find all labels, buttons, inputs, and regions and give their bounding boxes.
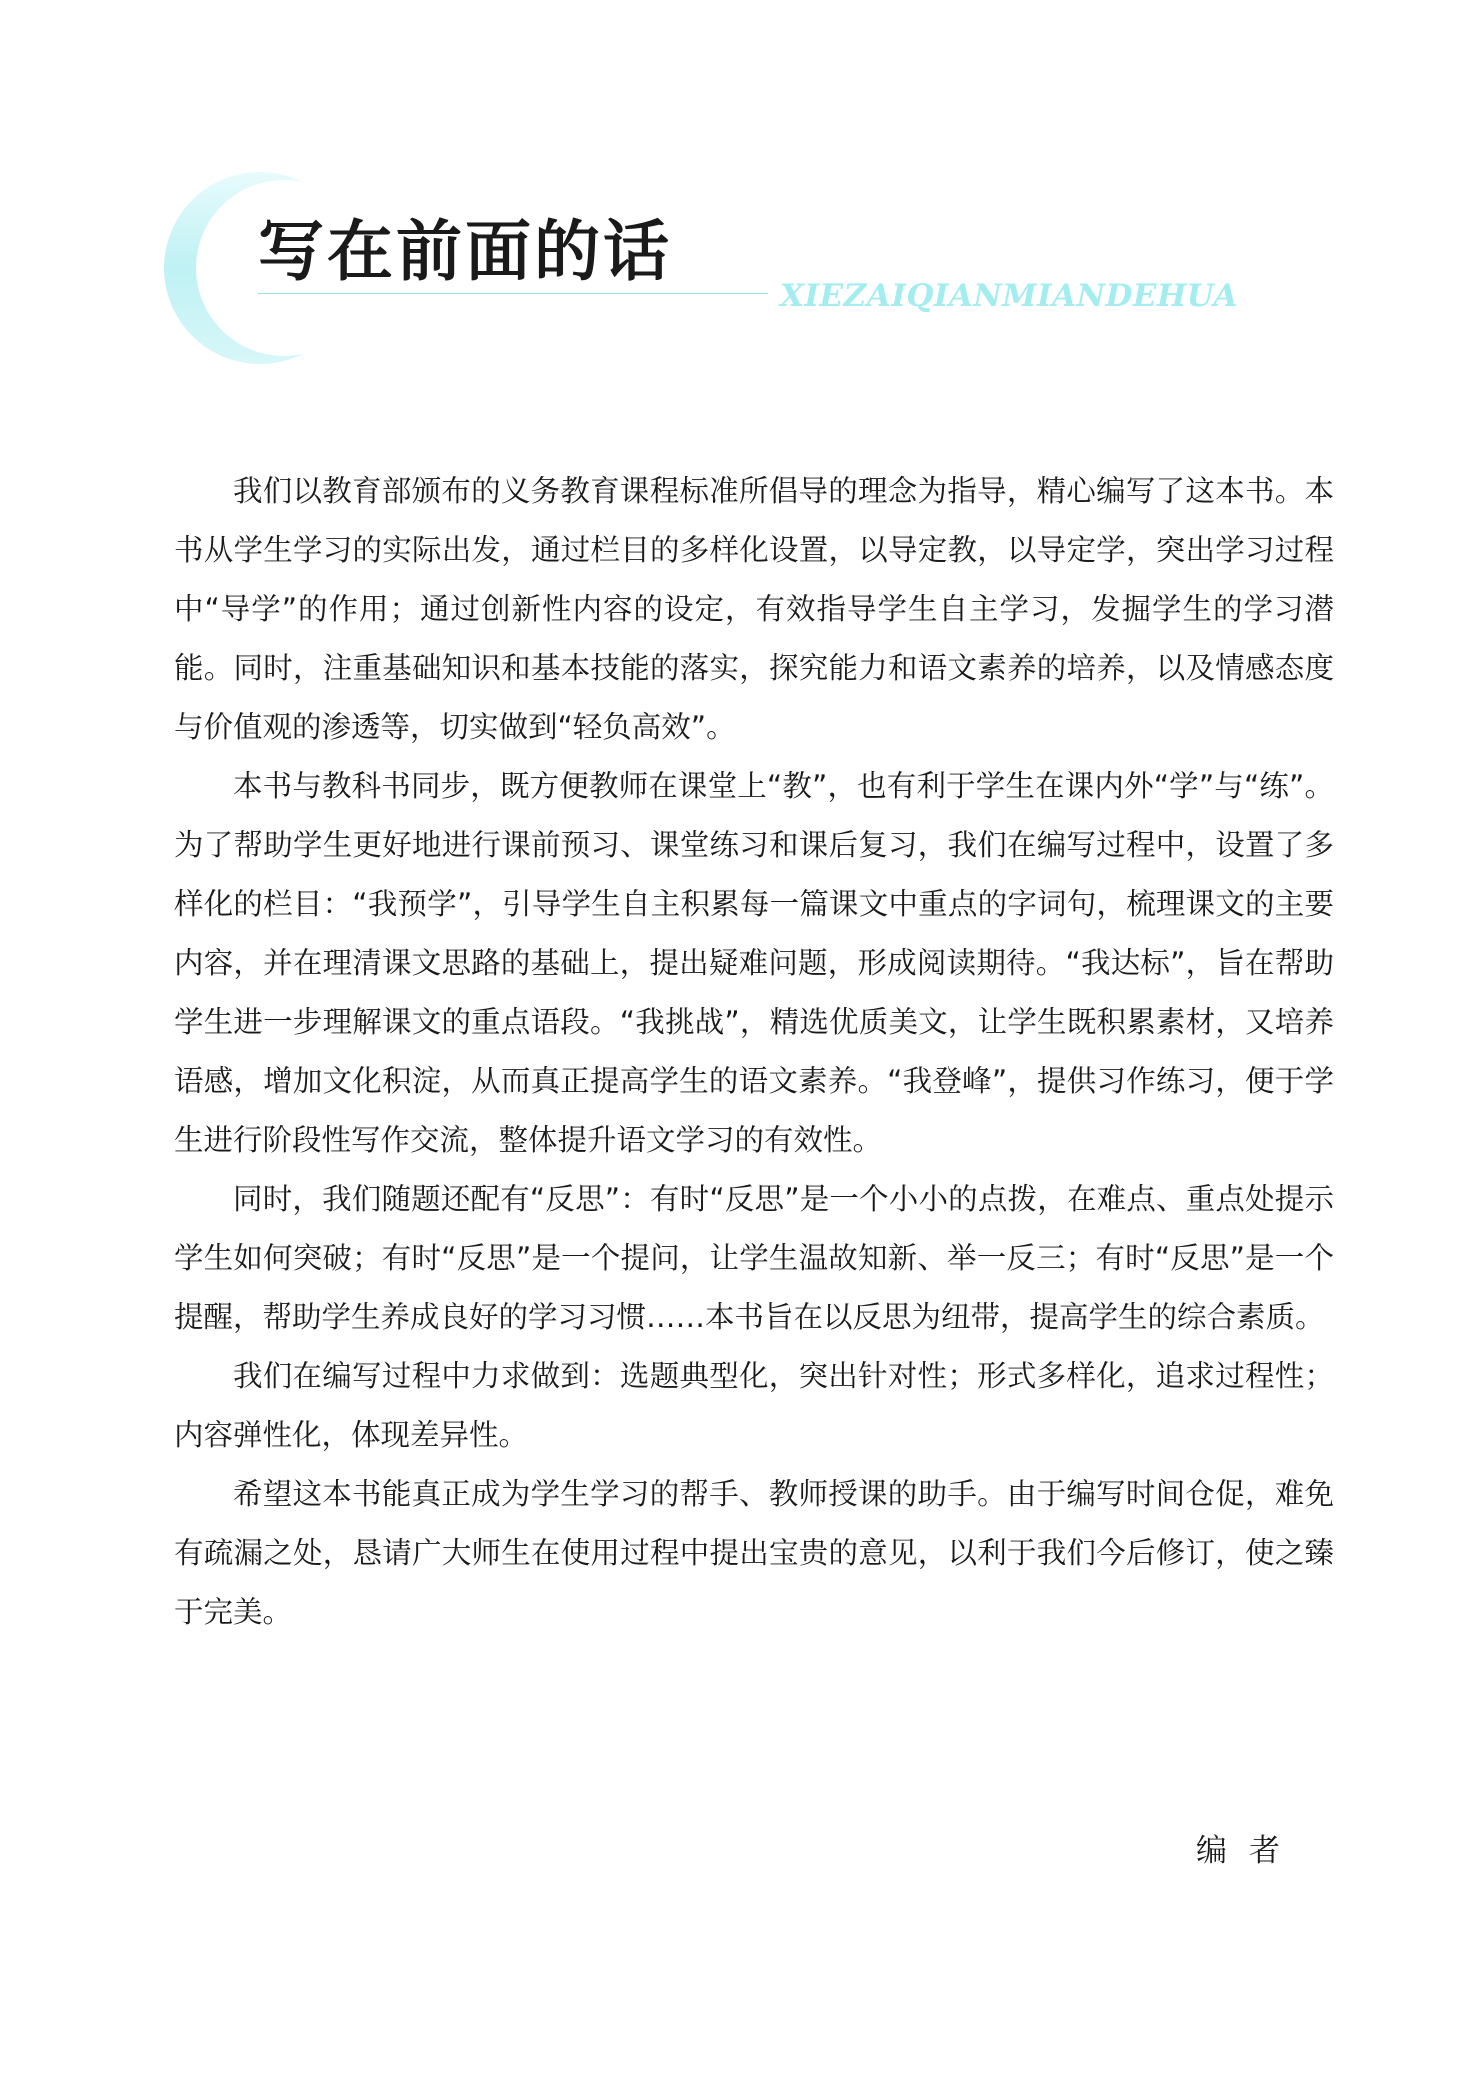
page-header [0, 0, 1481, 380]
author-signature: 编者 [1196, 1833, 1302, 1869]
paragraph: 本书与教科书同步，既方便教师在课堂上“教”，也有利于学生在课内外“学”与“练”。为了帮助学生更好地进行课前预习、课堂练习和课后复习，我们在编写过程中，设置了多样化的栏目：“我预学”，引导学生自主积累每一篇课文中重点的字词句，梳理课文的主要内容，并在理清课文思路的基础上，提出疑难问题，形成阅读期待。“我达标”，旨在帮助学生进一步理解课文的重点语段。“我挑战”，精选优质美文，让学生既积累素材，又培养语感，增加文化积淀，从而真正提高学生的语文素养。“我登峰”，提供习作练习，便于学生进行阶段性写作交流，整体提升语文学习的有效性。 [174, 769, 1334, 1157]
paragraph: 希望这本书能真正成为学生学习的帮手、教师授课的助手。由于编写时间仓促，难免有疏漏之处，恳请广大师生在使用过程中提出宝贵的意见，以利于我们今后修订，使之臻于完美。 [174, 1477, 1334, 1629]
paragraph: 同时，我们随题还配有“反思”：有时“反思”是一个小小的点拨，在难点、重点处提示学生如何突破；有时“反思”是一个提问，让学生温故知新、举一反三；有时“反思”是一个提醒，帮助学生养成良好的学习习惯……本书旨在以反思为纽带，提高学生的综合素质。 [174, 1182, 1334, 1334]
title-pinyin: XIEZAIQIANMIANDEHUA [780, 278, 1238, 314]
title-underline [258, 293, 768, 294]
paragraph: 我们在编写过程中力求做到：选题典型化，突出针对性；形式多样化，追求过程性；内容弹性化，体现差异性。 [174, 1359, 1334, 1452]
paragraph: 我们以教育部颁布的义务教育课程标准所倡导的理念为指导，精心编写了这本书。本书从学生学习的实际出发，通过栏目的多样化设置，以导定教，以导定学，突出学习过程中“导学”的作用；通过创新性内容的设定，有效指导学生自主学习，发掘学生的学习潜能。同时，注重基础知识和基本技能的落实，探究能力和语文素养的培养，以及情感态度与价值观的渗透等，切实做到“轻负高效”。 [174, 474, 1334, 744]
page-title: 写在前面的话 [258, 213, 672, 290]
preface-body [174, 462, 1334, 1642]
